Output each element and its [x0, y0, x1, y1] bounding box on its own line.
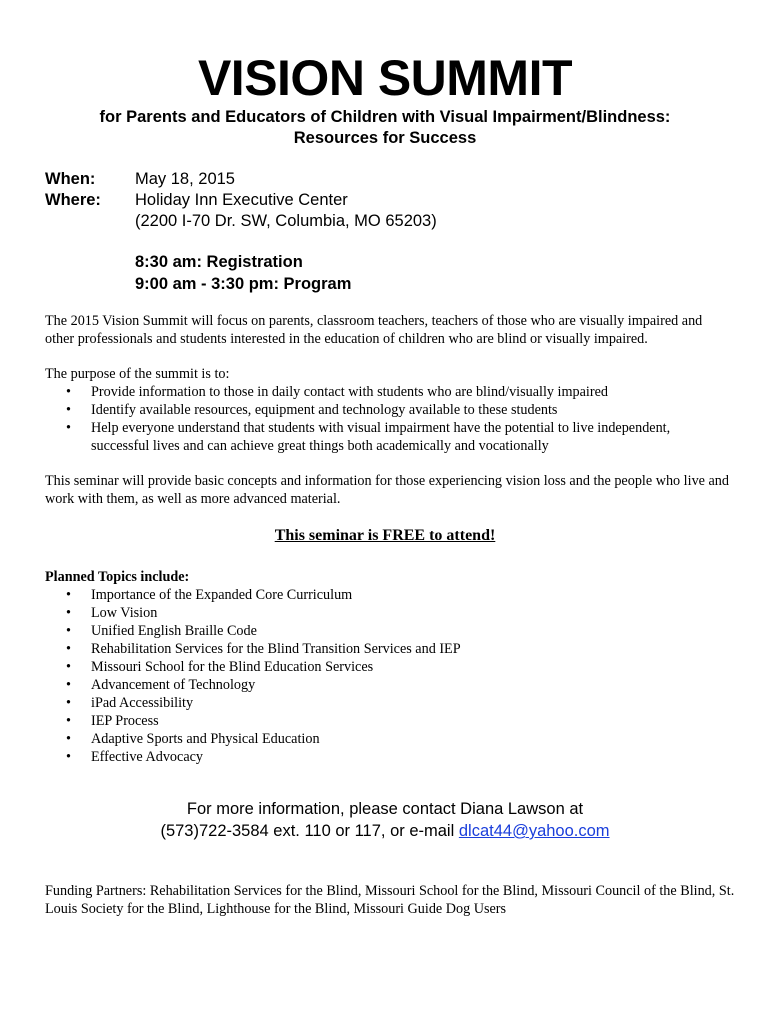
- list-item: • Low Vision: [66, 605, 158, 621]
- list-item: • Identify available resources, equipment and technology available to these students: [66, 402, 558, 418]
- free-text: This seminar is FREE to attend!: [274, 527, 496, 544]
- bullet-icon: •: [66, 695, 71, 711]
- intro-paragraph: The 2015 Vision Summit will focus on parents, classroom teachers, teachers of those who are visually impaired and other professionals and students interested in the education of children who are blind or visually impaired.: [45, 313, 703, 347]
- bullet-icon: •: [66, 623, 71, 639]
- list-item: • Unified English Braille Code: [66, 623, 257, 639]
- list-item: • Adaptive Sports and Physical Education: [66, 731, 320, 747]
- registration-time: 8:30 am: Registration: [135, 253, 303, 271]
- subtitle: [0, 107, 770, 149]
- topics-list: [45, 586, 730, 766]
- list-item: • IEP Process: [66, 713, 159, 729]
- bullet-icon: •: [66, 605, 71, 621]
- bullet-icon: •: [66, 713, 71, 729]
- bullet-icon: •: [66, 749, 71, 765]
- contact-phone: (573)722-3584 ext. 110 or 117, or e-mail: [160, 822, 459, 840]
- list-item: • Advancement of Technology: [66, 677, 256, 693]
- funding-partners: Funding Partners: Rehabilitation Services for the Blind, Missouri School for the Blind, Missouri Council of the Blind, St. Louis Society for the Blind, Lighthouse for the Blind, Missouri Guide Dog Users: [45, 883, 735, 917]
- bullet-icon: •: [66, 384, 71, 400]
- list-item: • Missouri School for the Blind Education Services: [66, 659, 374, 675]
- bullet-icon: •: [66, 420, 71, 436]
- list-item: • Rehabilitation Services for the Blind Transition Services and IEP: [66, 641, 461, 657]
- bullet-icon: •: [66, 659, 71, 675]
- email-link[interactable]: dlcat44@yahoo.com: [458, 822, 610, 840]
- purpose-heading: The purpose of the summit is to:: [45, 366, 230, 382]
- program-time: 9:00 am - 3:30 pm: Program: [135, 275, 352, 293]
- list-item: • Provide information to those in daily contact with students who are blind/visually impaired: [66, 384, 608, 400]
- bullet-icon: •: [66, 677, 71, 693]
- when-value: May 18, 2015: [135, 170, 235, 188]
- list-item: • Importance of the Expanded Core Curriculum: [66, 587, 353, 603]
- list-item: • Help everyone understand that students with visual impairment have the potential to live independent, successful lives and can achieve great things both academically and vocationally: [66, 420, 671, 454]
- free-banner: [0, 526, 770, 546]
- bullet-icon: •: [66, 731, 71, 747]
- contact-line-2: [0, 820, 770, 842]
- when-label: When:: [45, 170, 96, 188]
- seminar-paragraph: This seminar will provide basic concepts and information for those experiencing vision loss and the people who live and work with them, as well as more advanced material.: [45, 473, 729, 507]
- purpose-list: [45, 383, 730, 455]
- bullet-icon: •: [66, 402, 71, 418]
- bullet-icon: •: [66, 641, 71, 657]
- bullet-icon: •: [66, 587, 71, 603]
- list-item: • iPad Accessibility: [66, 695, 194, 711]
- where-value: Holiday Inn Executive Center: [135, 191, 348, 209]
- subtitle-line-1: for Parents and Educators of Children with Visual Impairment/Blindness:: [99, 108, 671, 126]
- list-item: • Effective Advocacy: [66, 749, 204, 765]
- subtitle-line-2: Resources for Success: [293, 129, 477, 147]
- contact-line-1: For more information, please contact Diana Lawson at: [186, 800, 584, 818]
- topics-heading: Planned Topics include:: [45, 569, 190, 585]
- address: (2200 I-70 Dr. SW, Columbia, MO 65203): [135, 212, 437, 230]
- page-title: VISION SUMMIT: [197, 50, 573, 106]
- where-label: Where:: [45, 191, 101, 209]
